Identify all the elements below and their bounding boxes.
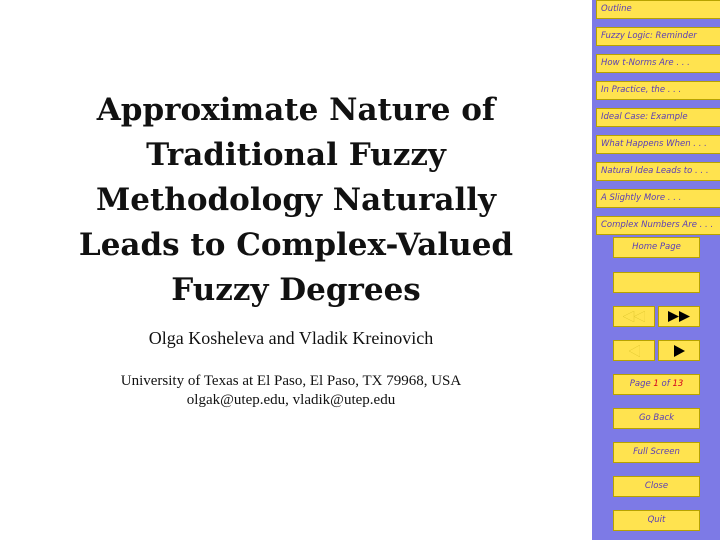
page-indicator [613,374,700,395]
quit-button[interactable]: Quit [613,510,700,531]
title-page-button: Title Page [613,272,700,293]
outline-link-fuzzy-logic[interactable]: Fuzzy Logic: Reminder [596,27,720,46]
outline-link-ideal-case[interactable]: Ideal Case: Example [596,108,720,127]
double-right-arrow-icon [668,311,690,322]
close-button[interactable]: Close [613,476,700,497]
page-of: of [658,379,673,389]
outline-link-t-norms[interactable]: How t-Norms Are . . . [596,54,720,73]
page-current: 1 [653,379,659,389]
authors: Olga Kosheleva and Vladik Kreinovich [148,328,434,348]
home-page-button[interactable]: Home Page [613,237,700,258]
back-button [613,340,655,361]
emails: olgak@utep.edu, vladik@utep.edu [186,392,396,408]
fast-back-button [613,306,655,327]
outline-link-in-practice[interactable]: In Practice, the . . . [596,81,720,100]
slide-title [20,88,572,313]
right-arrow-icon [674,345,685,357]
page-total: 13 [672,379,684,389]
go-back-button[interactable]: Go Back [613,408,700,429]
outline-link-natural-idea[interactable]: Natural Idea Leads to . . . [596,162,720,181]
title-line: Approximate Nature of [96,92,496,128]
page-label: Page [629,379,654,389]
left-arrow-icon [629,345,640,357]
title-line: Traditional Fuzzy [146,137,446,173]
forward-button[interactable] [658,340,700,361]
outline-link-what-happens[interactable]: What Happens When . . . [596,135,720,154]
outline-link-slightly-more[interactable]: A Slightly More . . . [596,189,720,208]
title-line: Leads to Complex-Valued [78,227,514,263]
full-screen-button[interactable]: Full Screen [613,442,700,463]
outline-link-complex-numbers[interactable]: Complex Numbers Are . . . [596,216,720,235]
title-line: Fuzzy Degrees [171,272,421,308]
affiliation: University of Texas at El Paso, El Paso, TX 79968, USA [120,373,462,389]
title-line: Methodology Naturally [95,182,497,218]
outline-link-outline[interactable]: Outline [596,0,720,19]
double-left-arrow-icon [623,311,645,322]
affiliation-block [0,372,582,410]
fast-forward-button[interactable] [658,306,700,327]
